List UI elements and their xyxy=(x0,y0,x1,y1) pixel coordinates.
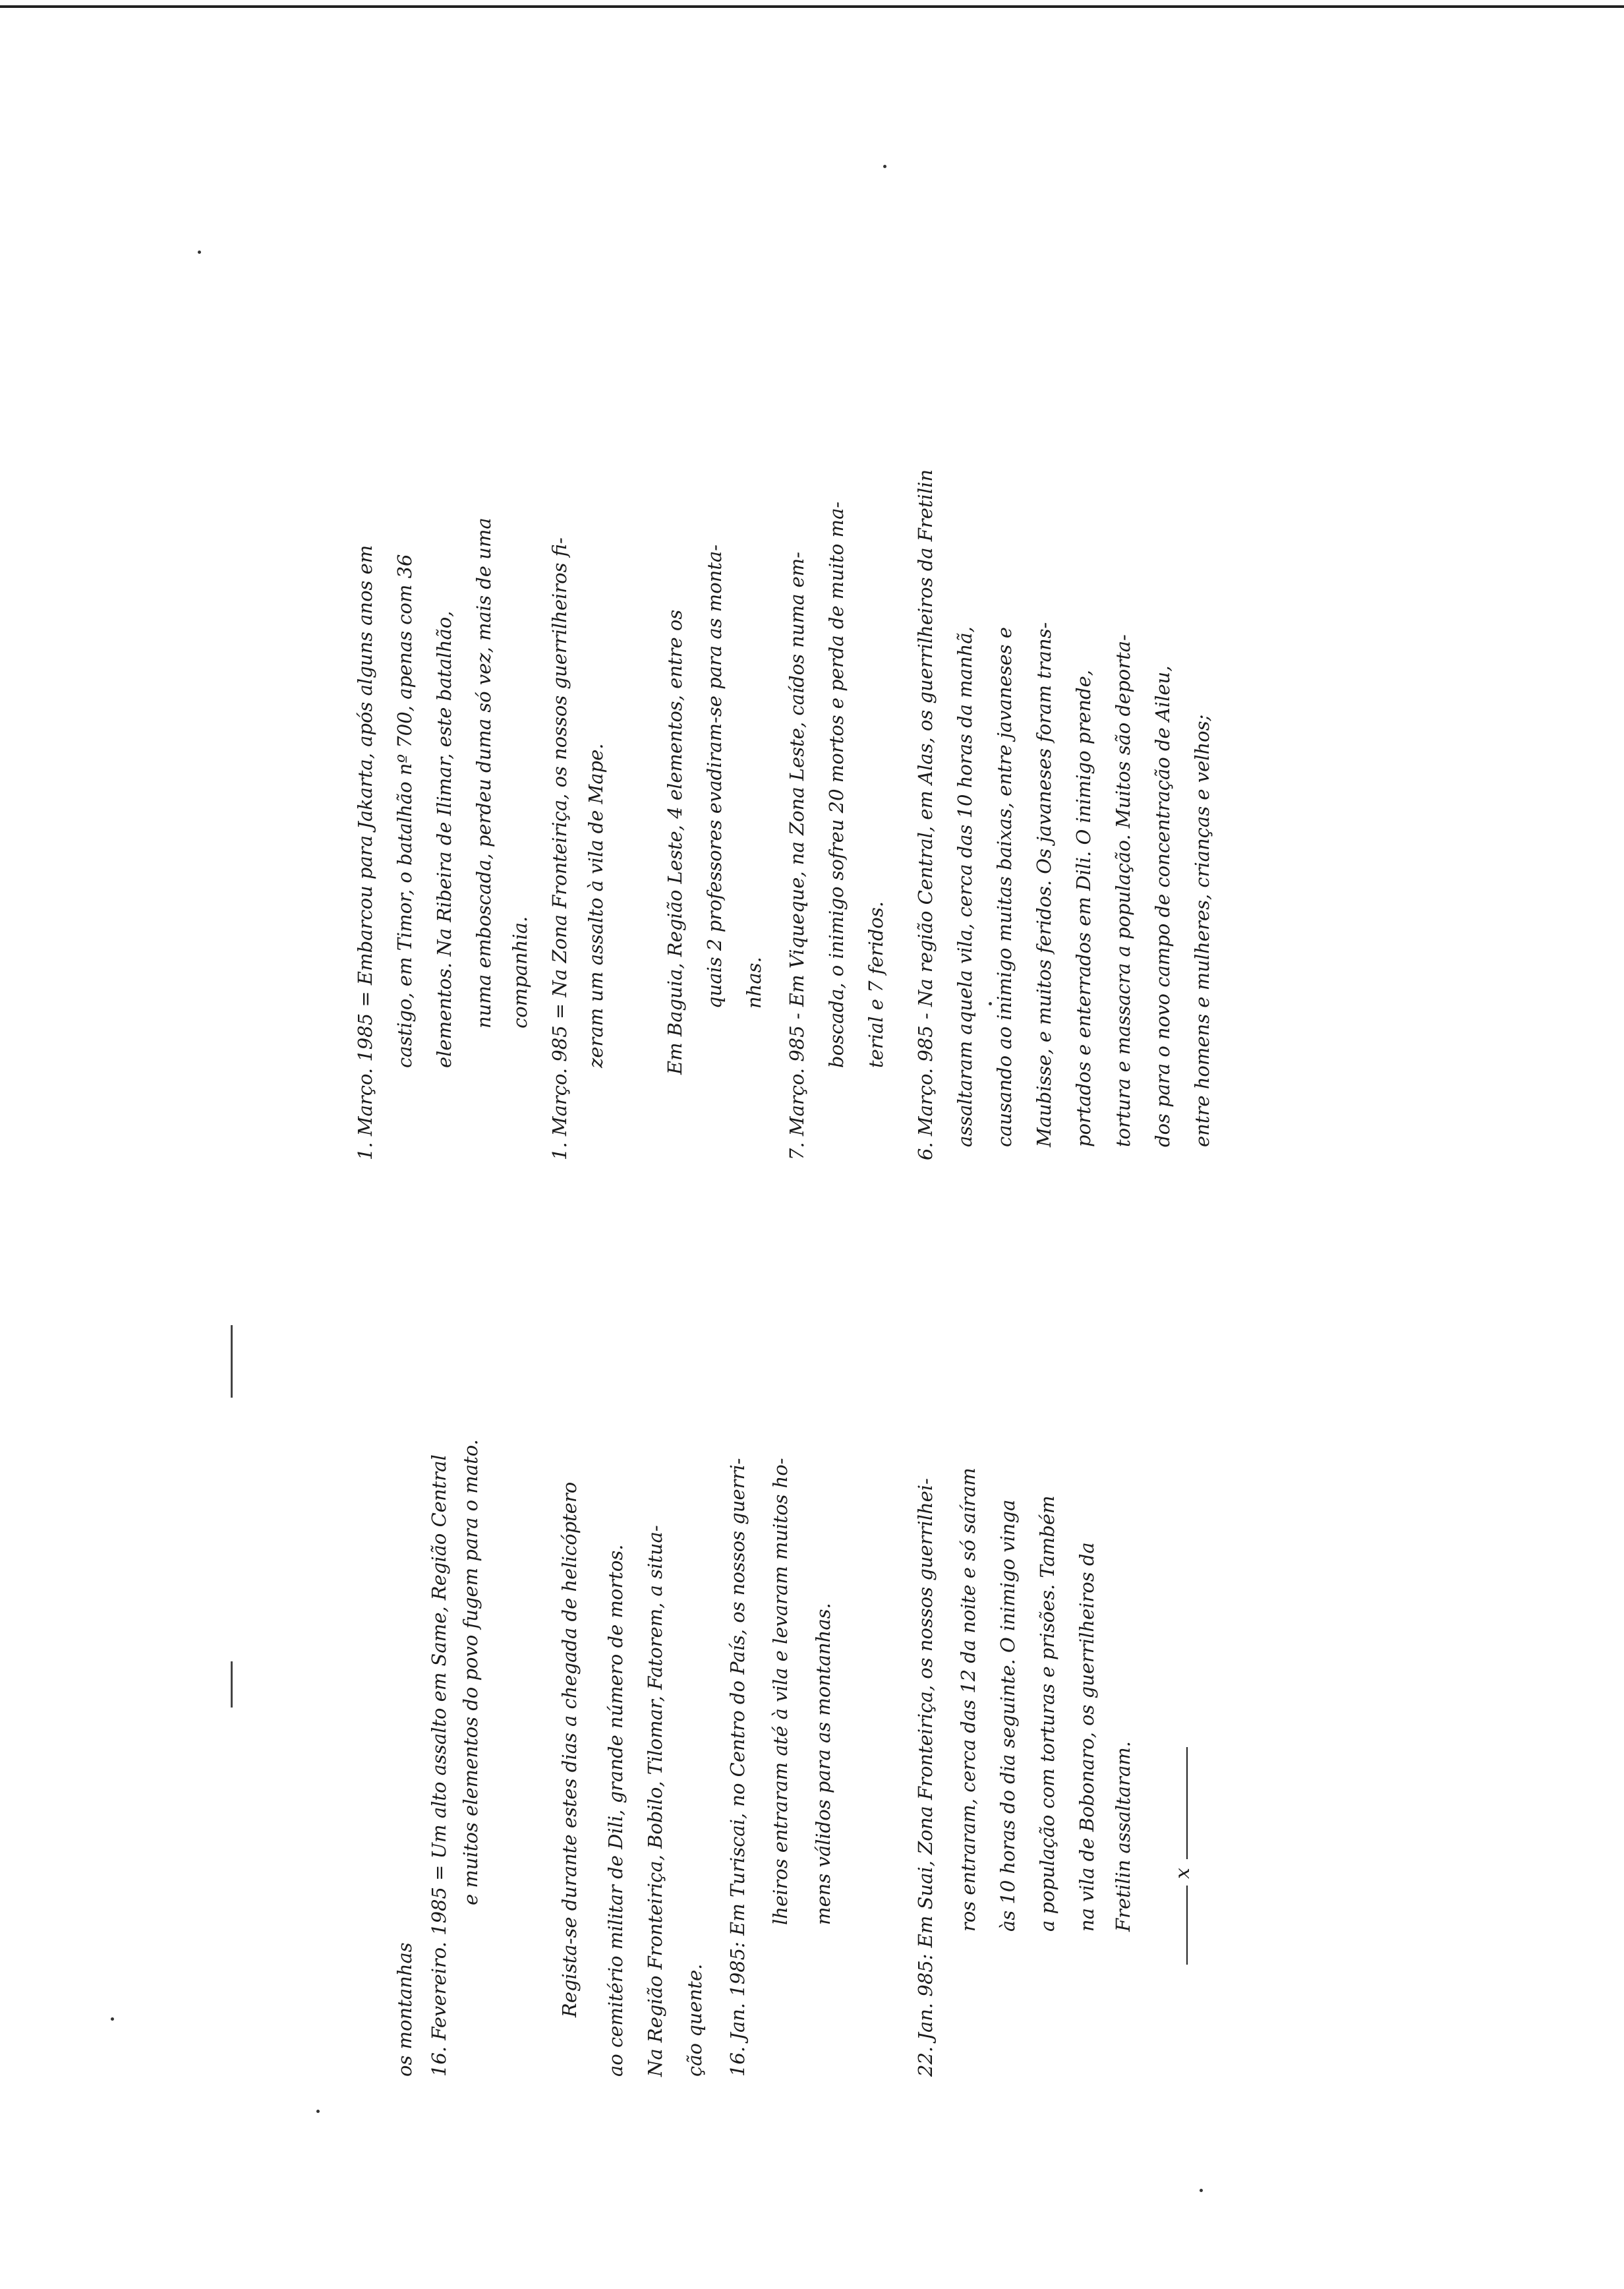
left-line-13: às 10 horas do dia seguinte. O inimigo vinga xyxy=(997,1499,1019,1932)
scan-mark xyxy=(231,1661,233,1708)
right-line-10: nhas. xyxy=(743,957,765,1009)
right-line-1: 1. Março. 1985 = Embarcou para Jakarta, após alguns anos em xyxy=(354,545,376,1160)
right-line-15: assaltaram aquela vila, cerca das 10 horas da manhã, xyxy=(954,626,976,1147)
left-line-16: Fretilin assaltaram. xyxy=(1112,1741,1134,1932)
right-line-18: portados e enterrados em Dili. O inimigo prende, xyxy=(1072,670,1095,1147)
right-line-2: castigo, em Timor, o batalhão nº 700, apenas com 36 xyxy=(393,554,416,1068)
right-line-8: Em Baguia, Região Leste, 4 elementos, entre os xyxy=(664,609,686,1075)
end-rule-right xyxy=(1186,1747,1188,1859)
scan-speck xyxy=(316,2110,320,2113)
scan-speck xyxy=(1200,2189,1203,2192)
left-line-14: a população com torturas e prisões. Também xyxy=(1036,1495,1058,1932)
right-line-3: elementos. Na Ribeira de Ilimar, este batalhão, xyxy=(433,610,455,1068)
right-line-16: causando ao inimigo muitas baixas, entre javaneses e xyxy=(993,627,1016,1147)
right-line-11: 7. Março. 985 - Em Viqueque, na Zona Leste, caídos numa em- xyxy=(786,551,808,1160)
right-line-21: entre homens e mulheres, crianças e velhos; xyxy=(1191,714,1213,1147)
right-line-6: 1. Março. 985 = Na Zona Fronteiriça, os nossos guerrilheiros fi- xyxy=(548,537,571,1160)
right-line-20: dos para o novo campo de concentração de Aileu, xyxy=(1151,665,1174,1147)
scan-top-border xyxy=(0,5,1624,8)
right-line-5: companhia. xyxy=(509,916,531,1028)
right-line-4: numa emboscada, perdeu duma só vez, mais de uma xyxy=(473,518,495,1028)
left-line-11: 22. Jan. 985: Em Suai, Zona Fronteiriça, os nossos guerrilhei- xyxy=(914,1478,937,2077)
end-rule-left xyxy=(1186,1886,1188,1965)
left-line-3: e muitos elementos do povo fugem para o mato. xyxy=(459,1439,482,1905)
left-line-8: 16. Jan. 1985: Em Turiscai, no Centro do País, os nossos guerri- xyxy=(726,1458,749,2077)
right-line-14: 6. Março. 985 - Na região Central, em Alas, os guerrilheiros da Fretilin xyxy=(914,469,937,1160)
right-page xyxy=(354,171,1213,1160)
scan-speck xyxy=(198,251,201,254)
left-page xyxy=(393,1088,1194,2077)
left-line-5: ao cemitério militar de Dili, grande número de mortos. xyxy=(604,1544,627,2077)
scan-speck xyxy=(111,2017,114,2021)
right-line-13: terial e 7 feridos. xyxy=(865,901,887,1068)
scan-mark xyxy=(231,1325,233,1398)
left-line-15: na vila de Bobonaro, os guerrilheiros da xyxy=(1076,1542,1098,1932)
right-line-7: zeram um assalto à vila de Mape. xyxy=(585,743,607,1068)
scan-speck xyxy=(883,165,886,168)
left-line-10: mens válidos para as montanhas. xyxy=(812,1603,834,1925)
left-line-7: ção quente. xyxy=(683,1963,706,2077)
left-line-12: ros entraram, cerca das 12 da noite e só saíram xyxy=(957,1468,979,1932)
right-line-9: quais 2 professores evadiram-se para as monta- xyxy=(703,544,726,1009)
right-line-17: Maubisse, e muitos feridos. Os javaneses foram trans- xyxy=(1033,622,1055,1147)
right-line-12: boscada, o inimigo sofreu 20 mortos e perda de muito ma- xyxy=(825,501,848,1068)
left-line-4: Regista-se durante estes dias a chegada de helicóptero xyxy=(558,1481,581,2017)
right-line-19: tortura e massacra a população. Muitos são deporta- xyxy=(1112,634,1134,1147)
scan-speck xyxy=(989,1002,992,1005)
left-line-2: 16. Fevereiro. 1985 = Um alto assalto em Same, Região Central xyxy=(428,1454,450,2077)
left-line-9: lheiros entraram até à vila e levaram muitos ho- xyxy=(769,1458,792,1925)
left-line-6: Na Região Fronteiriça, Bobilo, Tilomar, Fatorem, a situa- xyxy=(644,1525,666,2077)
left-line-1: os montanhas xyxy=(393,1942,416,2077)
end-mark: x xyxy=(1171,1868,1194,1879)
